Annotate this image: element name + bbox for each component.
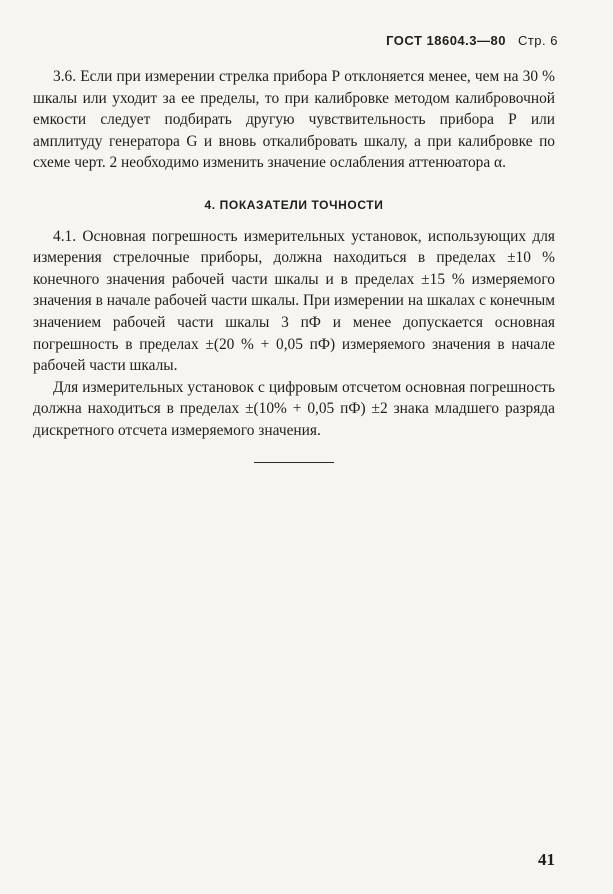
end-separator-line xyxy=(254,462,334,463)
section-heading-accuracy: 4. ПОКАЗАТЕЛИ ТОЧНОСТИ xyxy=(204,197,384,212)
standard-number: ГОСТ 18604.3—80 xyxy=(386,33,506,48)
document-body xyxy=(33,66,555,442)
paragraph-3-6: 3.6. Если при измерении стрелка прибора Р отклоняется менее, чем на 30 % шкалы или уходит за ее пределы, то при калибровке методом калибровочной емкости следует подбирать другую чувствительность прибора Р или амплитуду генератора G и вновь откалибровать шкалу, а при калибровке по схеме черт. 2 необходимо изменить значение ослабления аттенюатора α. xyxy=(33,68,555,172)
paragraph-4-1-digital: Для измерительных установок с цифровым отсчетом основная погрешность должна находиться в пределах ±(10% + 0,05 пФ) ±2 знака младшего разряда дискретного отсчета измеряемого значения. xyxy=(33,378,555,439)
page-number: 41 xyxy=(538,850,555,869)
paragraph-4-1: 4.1. Основная погрешность измерительных установок, использующих для измерения стрелочные приборы, должна находиться в пределах ±10 % конечного значения рабочей части шкалы и в пределах ±15 % измеряемого значения в начале рабочей части шкалы. При измерении на шкалах с конечным значением рабочей части шкалы 3 пФ и менее допускается основная погрешность в пределах ±(20 % + 0,05 пФ) измеряемого значения в начале рабочей части шкалы. xyxy=(33,227,555,375)
page-header xyxy=(386,33,558,48)
page-label: Стр. 6 xyxy=(517,33,558,48)
